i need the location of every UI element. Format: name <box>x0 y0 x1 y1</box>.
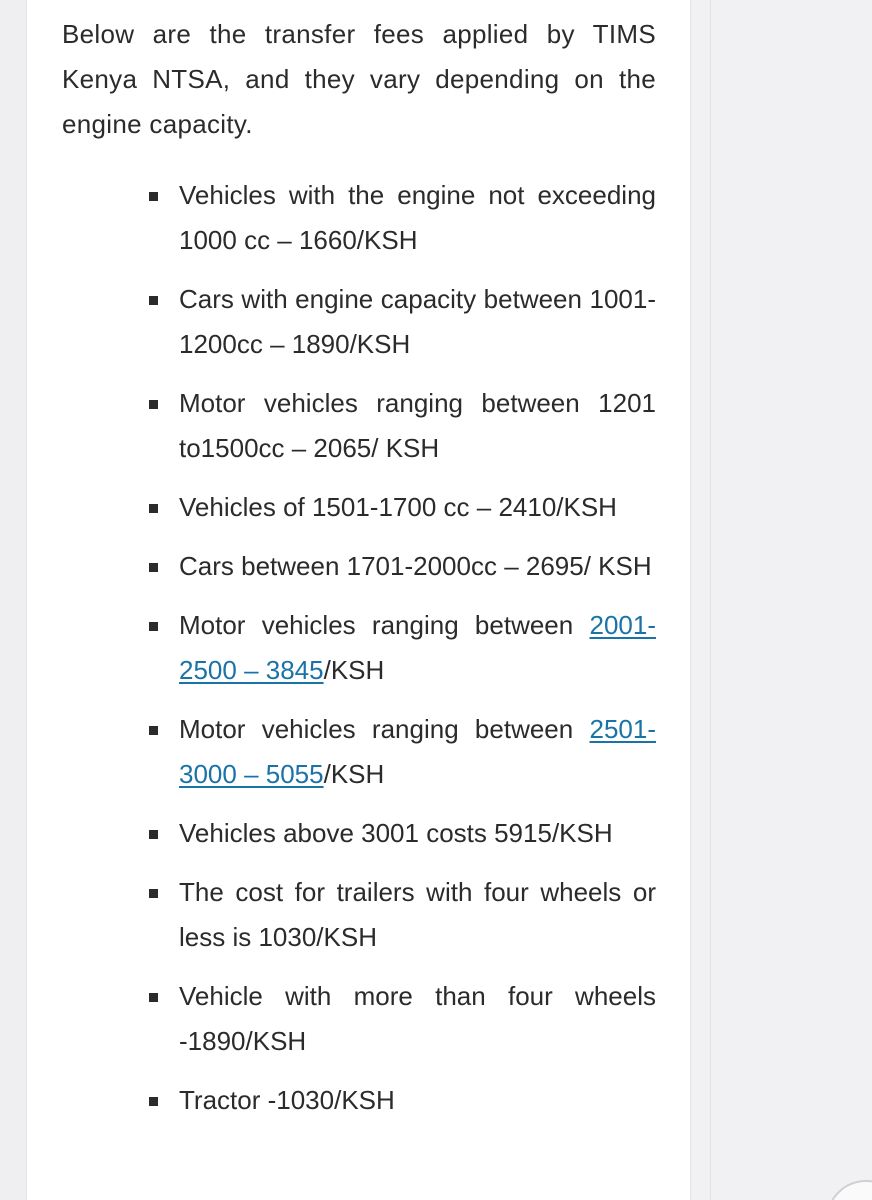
bullet-icon <box>149 400 158 409</box>
fee-text-suffix: /KSH <box>323 759 385 789</box>
bullet-icon <box>149 563 158 572</box>
transfer-fee-list <box>0 173 656 1137</box>
list-item <box>0 870 656 960</box>
bullet-icon <box>149 830 158 839</box>
bullet-icon <box>149 504 158 513</box>
list-item <box>0 173 656 263</box>
list-item <box>0 707 656 797</box>
bullet-icon <box>149 889 158 898</box>
bullet-icon <box>149 993 158 1002</box>
list-item <box>0 1078 656 1123</box>
list-item <box>0 381 656 471</box>
list-item <box>0 277 656 367</box>
list-item <box>0 811 656 856</box>
bullet-icon <box>149 192 158 201</box>
bullet-icon <box>149 296 158 305</box>
fee-text-prefix: Motor vehicles ranging between <box>179 610 590 640</box>
fee-text: Tractor -1030/KSH <box>179 1085 395 1115</box>
fee-text: Vehicles of 1501-1700 cc – 2410/KSH <box>179 492 617 522</box>
list-item <box>0 974 656 1064</box>
fee-text-suffix: /KSH <box>323 655 385 685</box>
list-item <box>0 544 656 589</box>
bullet-icon <box>149 1097 158 1106</box>
fee-text: Vehicles with the engine not exceeding 1000 cc – 1660/KSH <box>179 180 656 255</box>
bullet-icon <box>149 726 158 735</box>
sidebar-divider <box>710 0 711 1200</box>
fee-text: The cost for trailers with four wheels or less is 1030/KSH <box>179 877 656 952</box>
right-sidebar <box>692 0 872 1200</box>
list-item <box>0 485 656 530</box>
fee-text: Cars between 1701-2000cc – 2695/ KSH <box>179 551 652 581</box>
intro-paragraph: Below are the transfer fees applied by TIMS Kenya NTSA, and they vary depending on the engine capacity. <box>62 19 656 139</box>
fee-text: Cars with engine capacity between 1001- 1200cc – 1890/KSH <box>179 284 656 359</box>
fee-text: Motor vehicles ranging between 1201 to1500cc – 2065/ KSH <box>179 388 656 463</box>
bullet-icon <box>149 622 158 631</box>
fee-link-2501-3000[interactable]: 2501-3000 – 5055 <box>179 714 656 789</box>
fee-text: Vehicles above 3001 costs 5915/KSH <box>179 818 613 848</box>
list-item <box>0 603 656 693</box>
fee-link-2001-2500[interactable]: 2001-2500 – 3845 <box>179 610 656 685</box>
fee-text-prefix: Motor vehicles ranging between <box>179 714 590 744</box>
fee-text: Vehicle with more than four wheels -1890/KSH <box>179 981 656 1056</box>
